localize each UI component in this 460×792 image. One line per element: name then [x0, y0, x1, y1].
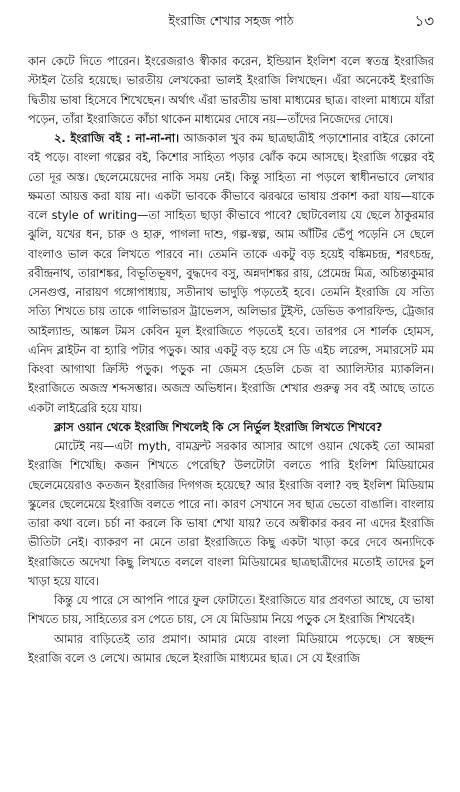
paragraph-3: মোটেই নয়—এটা myth, বামফ্রন্ট সরকার আসার আগে ওয়ান থেকেই তো আমরা ইংরাজি শিখেছি। কজন শিখতে পেরেছি? উলটোটা বলতে পারি ইংলিশ মিডিয়ামের ছেলেমেয়েরাও কতজন ইংরাজির দিগগজ হয়েছে? আর ইংরাজি বলা? বহু ইংলিশ মিডিয়াম স্কুলের ছেলেমেয়ে ইংরাজি বলতে পারে না। কারণ সেখানে সব ছাত্র ভেতো বাঙালি। বাংলায় তারা কথা বলে। চর্চা না করলে কি ভাষা শেখা যায়? তবে অস্বীকার করব না এদের ইংরাজি ভীতিটা নেই। ব্যাকরণ না মেনে তারা ইংরাজিতে কিছু একটা খাড়া করে দেবে অন্যদিকে ইংরাজিতে অদেখা কিছু লিখতে বললে বাংলা মিডিয়ামের ছাত্রছাত্রীদের মতোই তাদের চুল খাড়া হয়ে যাবে। [28, 440, 434, 588]
section-lead: ২. ইংরাজি বই : না-না-না। [54, 132, 180, 145]
page-body [28, 52, 434, 668]
paragraph-5: আমার বাড়িতেই তার প্রমাণ। আমার মেয়ে বাংলা মিডিয়ামে পড়েছে। সে স্বচ্ছন্দ ইংরাজি বলে ও লেখে। আমার ছেলে ইংরাজি মাধ্যমের ছাত্র। সে যে ইংরাজি [28, 632, 434, 665]
question-heading: ক্লাস ওয়ান থেকে ইংরাজি শিখলেই কি সে নির্ভুল ইংরাজি লিখতে শিখবে? [54, 420, 383, 434]
running-title: ইংরাজি শেখার সহজ পাঠ [168, 13, 294, 28]
paragraph-4: কিন্তু যে পারে সে আপনি পারে ফুল ফোটাতে। ইংরাজিতে যার প্রবণতা আছে, যে ভাষা শিখতে চায়, সাহিত্যের রস পেতে চায়, সে যে মিডিয়াম নিয়ে পড়ুক সে ইংরাজি শিখবেই। [28, 594, 434, 627]
section-text: আজকাল খুব কম ছাত্রছাত্রীই পড়াশোনার বাইরে কোনো বই পড়ে। বাংলা গল্পের বই, কিশোর সাহিত্য পড়ার ঝোঁক কমে আসছে। ইংরাজি গল্পের বই তো দূর অস্ত। ছেলেমেয়েদের নাকি সময় নেই। কিন্তু সাহিত্য না পড়লে স্বাধীনভাবে লেখার ক্ষমতা আয়ত্ত করা যায় না। একটা ভাবকে কীভাবে ঝরঝরে ভাষায় প্রকাশ করা যায়—যাকে বলে style of writing—তা সাহিত্য ছাড়া কীভাবে পাবে? ছোটবেলায় যে ছেলে ঠাকুরমার ঝুলি, যখের ধন, চারু ও হারু, পাগলা দাশু, গল্প-স্বল্প, আম আঁটির ভেঁপু পড়েনি সে ছেলে বাংলাও ভাল করে লিখতে পারবে না। তেমনি তাকে একটু বড় হয়েই বঙ্কিমচন্দ্র, শরৎচন্দ্র, রবীন্দ্রনাথ, তারাশঙ্কর, বিভূতিভূষণ, বুদ্ধদেব বসু, অন্নদাশঙ্কর রায়, প্রেমেন্দ্র মিত্র, অচিন্ত্যকুমার সেনগুপ্ত, নারায়ণ গঙ্গোপাধ্যায়, সতীনাথ ভাদুড়ি পড়তেই হবে। তেমনি ইংরাজি যে সত্যি সত্যি শিখতে চায় তাকে গালিভারস ট্রাভেলস, অলিভার টুইস্ট, ডেভিড কপারফিল্ড, ট্রেজার আইল্যান্ড, আঙ্কল টমস কেবিন মূল ইংরাজিতে পড়তেই হবে। তারপর সে শার্লক হোমস, এনিদ ব্লাইটন বা হ্যারি পটার পড়ুক। আর একটু বড় হয়ে সে ডি এইচ লরেন্স, সমারসেট মম কিংবা আগাথা ক্রিস্টি পড়ুক। পড়ুক না জেমস হেডলি চেজ বা অ্যালিস্টার ম্যাকলিন। ইংরাজিতে অজস্র শব্দসম্ভার। অজস্র অভিধান। ইংরাজি শেখার গুরুত্ব সব বই আছে তাতে একটা লাইব্রেরি হয়ে যায়। [28, 132, 435, 415]
paragraph-2 [28, 129, 434, 418]
running-header [28, 10, 434, 34]
page-number: ১৩ [414, 12, 434, 30]
paragraph-1: কান কেটে দিতে পারেন। ইংরেজরাও স্বীকার করেন, ইন্ডিয়ান ইংলিশ বলে স্বতন্ত্র ইংরাজির স্টাইল তৈরি হয়েছে। ভারতীয় লেখকেরা ভালই ইংরাজি লিখছেন। এঁরা অনেকেই ইংরাজি দ্বিতীয় ভাষা হিসেবে শিখেছেন। অর্থাৎ এঁরা ভারতীয় ভাষা মাধ্যমের ছাত্র। বাংলা মাধ্যমে যাঁরা পড়েন, তাঁরা ইংরাজিতে কাঁচা থাকেন মাধ্যমের দোষে নয়—তাঁদের নিজেদের দোষে। [28, 55, 434, 126]
